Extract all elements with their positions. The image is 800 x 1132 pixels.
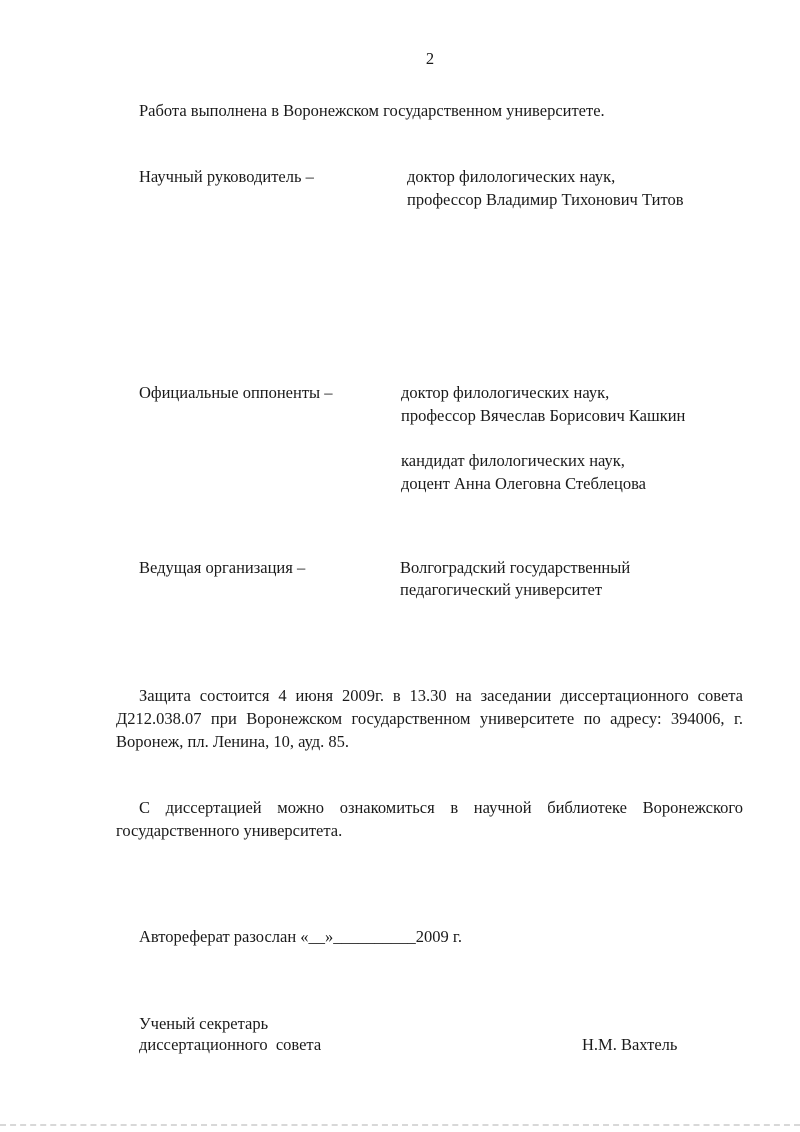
- page-number: 2: [425, 49, 435, 68]
- opponents-label: Официальные оппоненты –: [139, 383, 333, 402]
- secretary-name: Н.М. Вахтель: [582, 1035, 678, 1054]
- sent-out-line: Автореферат разослан «__»__________2009 г.: [139, 927, 462, 946]
- supervisor-name: профессор Владимир Тихонович Титов: [407, 190, 684, 209]
- leading-org-label: Ведущая организация –: [139, 558, 306, 577]
- leading-org-line1: Волгоградский государственный: [400, 558, 631, 577]
- library-paragraph: С диссертацией можно ознакомиться в научной библиотеке Воронежского государственного университета.: [116, 798, 743, 840]
- secretary-council: диссертационного совета: [139, 1035, 322, 1054]
- opponent-1-name: профессор Вячеслав Борисович Кашкин: [401, 406, 686, 425]
- scan-bottom-edge: [0, 1124, 800, 1126]
- supervisor-degree: доктор филологических наук,: [407, 167, 616, 186]
- supervisor-label: Научный руководитель –: [139, 167, 314, 186]
- work-done-line: Работа выполнена в Воронежском государственном университете.: [139, 101, 605, 120]
- secretary-title: Ученый секретарь: [139, 1014, 269, 1033]
- opponent-2-name: доцент Анна Олеговна Стеблецова: [401, 474, 646, 493]
- leading-org-line2: педагогический университет: [400, 580, 603, 599]
- opponent-1-degree: доктор филологических наук,: [401, 383, 610, 402]
- defense-paragraph: Защита состоится 4 июня 2009г. в 13.30 на заседании диссертационного совета Д212.038.07 при Воронежском государственном университете по адресу: 394006, г. Воронеж, пл. Ленина, 10, ауд. 85.: [116, 686, 743, 751]
- opponent-2-degree: кандидат филологических наук,: [401, 451, 625, 470]
